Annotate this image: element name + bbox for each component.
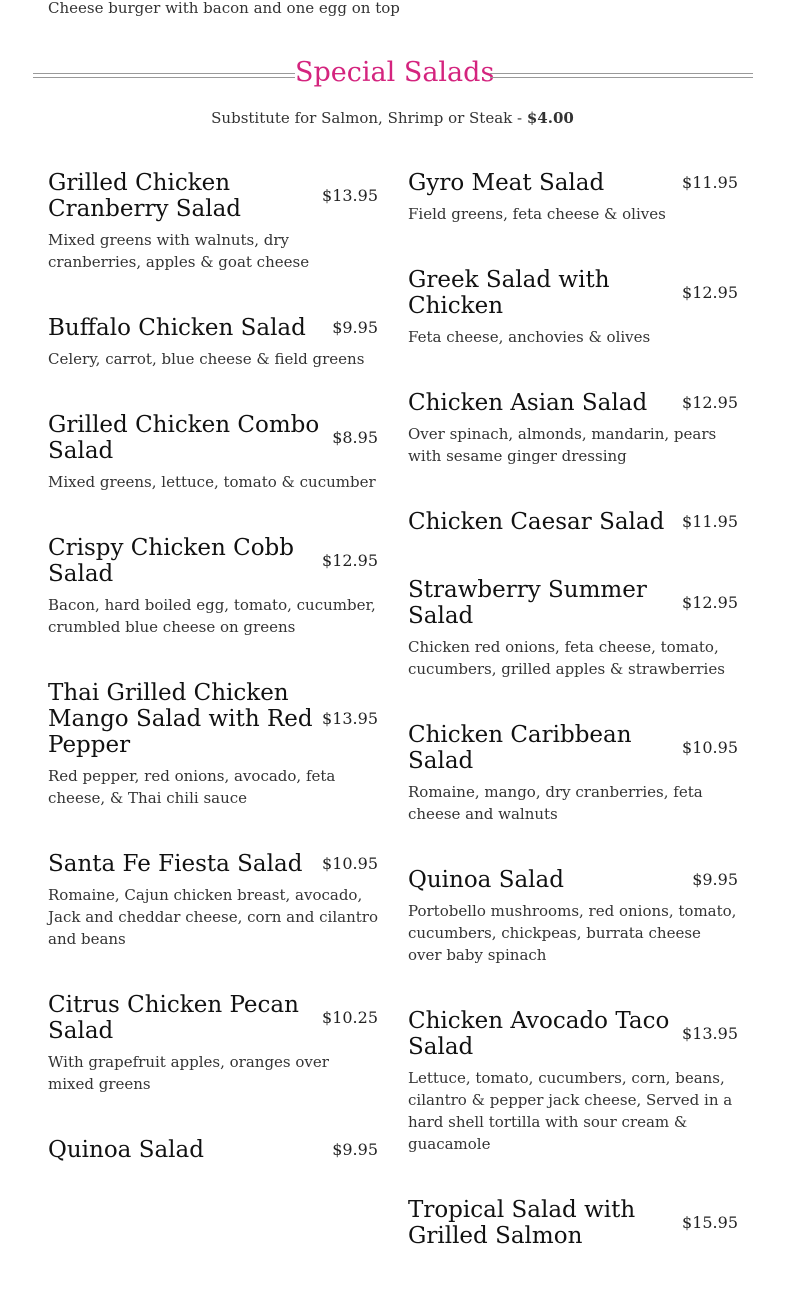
item-description: Romaine, mango, dry cranberries, feta cheese and walnuts: [408, 783, 703, 823]
menu-item: [48, 535, 378, 638]
menu-item: [48, 1137, 378, 1163]
item-name: Chicken Caesar Salad: [408, 509, 665, 535]
menu-item: [48, 412, 378, 493]
item-name: Chicken Caribbean Salad: [408, 722, 632, 774]
item-price: $8.95: [332, 428, 378, 447]
menu-item: [408, 1008, 738, 1155]
menu-column-right: [408, 170, 738, 1291]
item-price: $12.95: [682, 393, 738, 412]
item-name: Crispy Chicken Cobb Salad: [48, 535, 294, 587]
menu-item: [48, 992, 378, 1095]
item-description: Bacon, hard boiled egg, tomato, cucumber, crumbled blue cheese on greens: [48, 596, 376, 636]
item-name: Gyro Meat Salad: [408, 170, 605, 196]
menu-item: [408, 390, 738, 467]
menu-item: [408, 267, 738, 348]
item-name: Tropical Salad with Grilled Salmon: [408, 1197, 636, 1249]
item-name: Quinoa Salad: [408, 867, 564, 893]
item-price: $10.25: [322, 1008, 378, 1027]
item-description: Celery, carrot, blue cheese & field greens: [48, 350, 365, 368]
item-price: $9.95: [332, 1140, 378, 1159]
menu-item: [48, 851, 378, 950]
item-price: $15.95: [682, 1213, 738, 1232]
menu-item: [408, 509, 738, 535]
item-name: Grilled Chicken Cranberry Salad: [48, 170, 242, 222]
menu-item: [408, 577, 738, 680]
item-name: Grilled Chicken Combo Salad: [48, 412, 320, 464]
item-description: Feta cheese, anchovies & olives: [408, 328, 651, 346]
item-price: $11.95: [682, 512, 738, 531]
item-price: $11.95: [682, 173, 738, 192]
menu-item: [48, 315, 378, 370]
item-name: Quinoa Salad: [48, 1137, 204, 1163]
item-description: Portobello mushrooms, red onions, tomato, cucumbers, chickpeas, burrata cheese over baby spinach: [408, 902, 737, 964]
item-description: Field greens, feta cheese & olives: [408, 205, 666, 223]
previous-item-description: Cheese burger with bacon and one egg on top: [48, 0, 400, 17]
item-description: Romaine, Cajun chicken breast, avocado, Jack and cheddar cheese, corn and cilantro and beans: [48, 886, 378, 948]
section-header: [33, 52, 753, 96]
item-name: Citrus Chicken Pecan Salad: [48, 992, 299, 1044]
item-name: Santa Fe Fiesta Salad: [48, 851, 303, 877]
item-price: $12.95: [682, 593, 738, 612]
substitute-note: [0, 107, 785, 129]
item-price: $10.95: [322, 854, 378, 873]
item-price: $9.95: [692, 870, 738, 889]
menu-item: [408, 722, 738, 825]
menu-item: [48, 680, 378, 809]
item-price: $9.95: [332, 318, 378, 337]
item-description: Lettuce, tomato, cucumbers, corn, beans, cilantro & pepper jack cheese, Served in a hard shell tortilla with sour cream & guacamole: [408, 1069, 733, 1153]
item-description: Mixed greens with walnuts, dry cranberries, apples & goat cheese: [48, 231, 310, 271]
item-price: $13.95: [682, 1024, 738, 1043]
item-price: $13.95: [322, 709, 378, 728]
item-price: $12.95: [682, 283, 738, 302]
item-price: $10.95: [682, 738, 738, 757]
item-name: Chicken Asian Salad: [408, 390, 648, 416]
item-description: Chicken red onions, feta cheese, tomato, cucumbers, grilled apples & strawberries: [408, 638, 725, 678]
menu-item: [408, 1197, 738, 1249]
menu-item: [48, 170, 378, 273]
item-description: Red pepper, red onions, avocado, feta cheese, & Thai chili sauce: [48, 767, 336, 807]
item-name: Buffalo Chicken Salad: [48, 315, 306, 341]
item-price: $13.95: [322, 186, 378, 205]
substitute-text: Substitute for Salmon, Shrimp or Steak -: [211, 109, 527, 127]
item-description: Over spinach, almonds, mandarin, pears with sesame ginger dressing: [408, 425, 717, 465]
item-name: Chicken Avocado Taco Salad: [408, 1008, 670, 1060]
divider-right: [490, 73, 753, 78]
menu-column-left: [48, 170, 378, 1205]
divider-left: [33, 73, 295, 78]
substitute-price: $4.00: [526, 109, 574, 127]
item-description: Mixed greens, lettuce, tomato & cucumber: [48, 473, 376, 491]
item-name: Thai Grilled Chicken Mango Salad with Red Pepper: [48, 680, 313, 758]
item-description: With grapefruit apples, oranges over mixed greens: [48, 1053, 329, 1093]
item-name: Greek Salad with Chicken: [408, 267, 610, 319]
menu-item: [408, 170, 738, 225]
item-price: $12.95: [322, 551, 378, 570]
item-name: Strawberry Summer Salad: [408, 577, 647, 629]
menu-item: [408, 867, 738, 966]
section-title: Special Salads: [295, 57, 495, 88]
